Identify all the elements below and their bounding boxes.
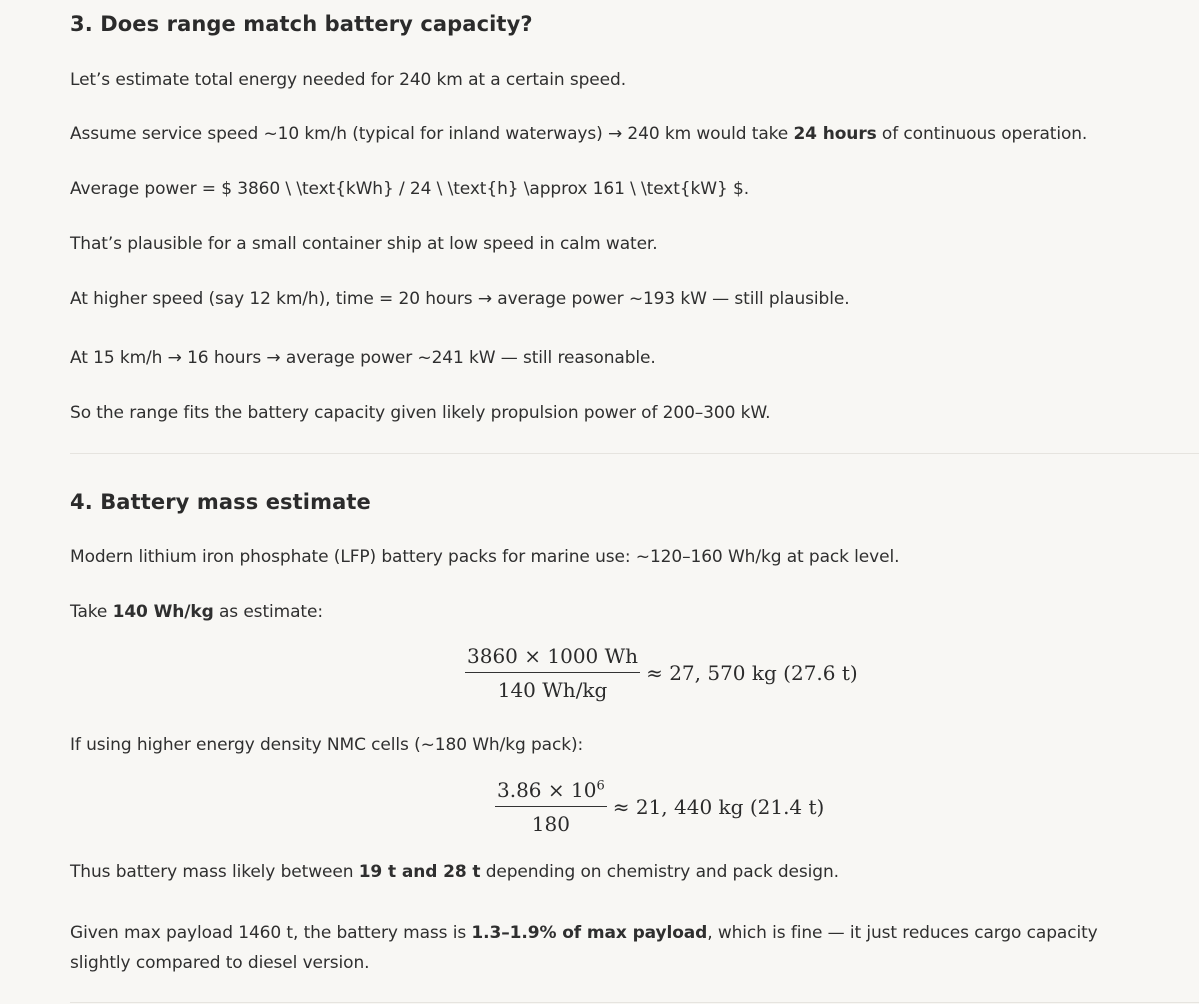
paragraph: At higher speed (say 12 km/h), time = 20 hours → average power ~193 kW — still plausible. [70, 289, 850, 309]
paragraph: Given max payload 1460 t, the battery mass is 1.3–1.9% of max payload, which is fine — it just reduces cargo capacity slightly compared to diesel version. [70, 923, 1098, 973]
paragraph: Thus battery mass likely between 19 t and 28 t depending on chemistry and pack design. [70, 862, 839, 882]
paragraph: So the range fits the battery capacity given likely propulsion power of 200–300 kW. [70, 403, 771, 423]
fraction [465, 645, 640, 701]
fraction-denominator: 180 [531, 812, 570, 836]
paragraph: That’s plausible for a small container ship at low speed in calm water. [70, 234, 658, 254]
section-divider [70, 1002, 1199, 1003]
fraction-numerator: $3.86 \times 10^6$ [495, 779, 607, 807]
equation-result: ≈ 27, 570 kg (27.6 t) [646, 661, 858, 685]
section-divider [70, 453, 1199, 454]
section-3-heading: 3. Does range match battery capacity? [70, 12, 533, 36]
paragraph: At 15 km/h → 16 hours → average power ~241 kW — still reasonable. [70, 348, 656, 368]
paragraph-raw-latex: Average power = $ 3860 \ \text{kWh} / 24 \ \text{h} \approx 161 \ \text{kW} $. [70, 179, 750, 199]
paragraph: Modern lithium iron phosphate (LFP) battery packs for marine use: ~120–160 Wh/kg at pack level. [70, 547, 900, 567]
fraction-numerator: 3860 × 1000 Wh [465, 645, 640, 673]
fraction [495, 779, 607, 835]
paragraph: Assume service speed ~10 km/h (typical for inland waterways) → 240 km would take 24 hours of continuous operation. [70, 124, 1088, 144]
paragraph: If using higher energy density NMC cells (~180 Wh/kg pack): [70, 735, 584, 755]
equation-result: ≈ 21, 440 kg (21.4 t) [612, 795, 825, 819]
paragraph: Let’s estimate total energy needed for 240 km at a certain speed. [70, 70, 627, 90]
fraction-denominator: 140 Wh/kg [497, 678, 608, 702]
equation-nmc-mass [495, 779, 824, 835]
paragraph: Take 140 Wh/kg as estimate: [70, 602, 323, 622]
section-4-heading: 4. Battery mass estimate [70, 490, 371, 514]
equation-lfp-mass [465, 645, 858, 701]
